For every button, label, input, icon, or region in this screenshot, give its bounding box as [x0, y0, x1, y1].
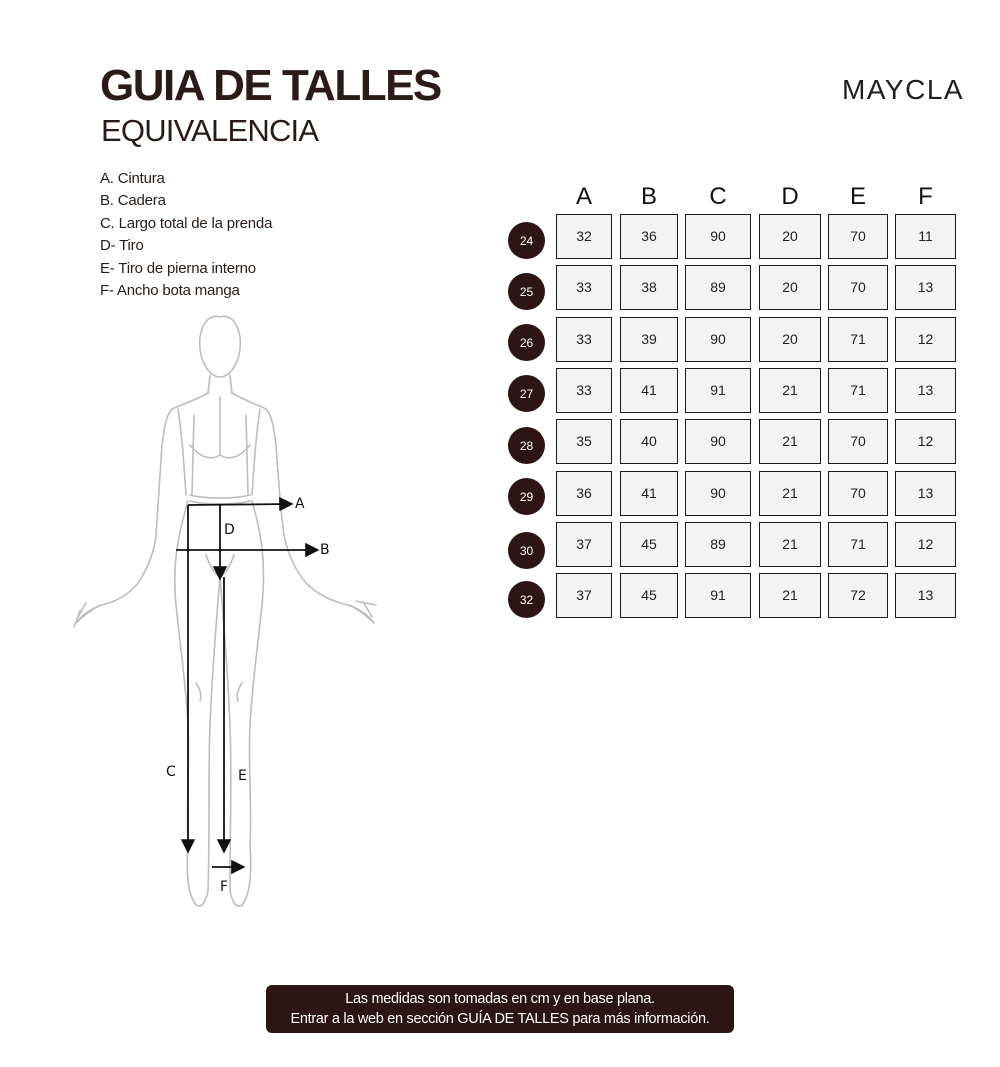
table-cell: 21 — [759, 522, 821, 567]
table-cell: 36 — [620, 214, 678, 259]
table-cell: 90 — [685, 471, 751, 516]
table-cell: 90 — [685, 214, 751, 259]
table-cell: 40 — [620, 419, 678, 464]
column-header-b: B — [640, 183, 657, 210]
legend-item-c: C. Largo total de la prenda — [100, 214, 273, 232]
table-cell: 13 — [895, 573, 956, 618]
brand-logo: MAYCLA — [842, 74, 965, 105]
table-cell: 41 — [620, 471, 678, 516]
size-badge: 27 — [508, 375, 545, 412]
figure-label-c: C — [166, 764, 176, 780]
table-cell: 45 — [620, 522, 678, 567]
page-title: GUIA DE TALLES — [100, 61, 441, 110]
table-cell: 37 — [556, 522, 612, 567]
legend-item-a: A. Cintura — [100, 170, 165, 187]
column-header-c: C — [709, 183, 727, 210]
table-cell: 21 — [759, 419, 821, 464]
table-cell: 70 — [828, 214, 888, 259]
legend-item-e: E- Tiro de pierna interno — [100, 259, 256, 277]
table-cell: 20 — [759, 214, 821, 259]
table-cell: 35 — [556, 419, 612, 464]
table-cell: 21 — [759, 471, 821, 516]
figure-label-f: F — [220, 879, 229, 895]
measurement-notice — [266, 985, 734, 1033]
table-cell: 70 — [828, 471, 888, 516]
table-cell: 12 — [895, 317, 956, 362]
measurement-legend — [100, 168, 272, 302]
figure-label-d: D — [224, 522, 235, 538]
notice-line-1: Las medidas son tomadas en cm y en base plana. — [345, 991, 655, 1007]
table-cell: 37 — [556, 573, 612, 618]
table-cell: 12 — [895, 419, 956, 464]
table-cell: 71 — [828, 368, 888, 413]
legend-item-b: B. Cadera — [100, 192, 166, 210]
page-subtitle: EQUIVALENCIA — [101, 113, 319, 148]
size-badge: 32 — [508, 581, 545, 618]
table-cell: 71 — [828, 317, 888, 362]
table-cell: 90 — [685, 317, 751, 362]
figure-label-a: A — [295, 496, 305, 512]
legend-item-d: D- Tiro — [100, 237, 144, 255]
table-cell: 38 — [620, 265, 678, 310]
table-cell: 70 — [828, 265, 888, 310]
table-cell: 11 — [895, 214, 956, 259]
table-cell: 33 — [556, 368, 612, 413]
figure-label-e: E — [238, 768, 247, 784]
table-cell: 21 — [759, 573, 821, 618]
notice-line-2: Entrar a la web en sección GUÍA DE TALLES para más información. — [290, 1011, 710, 1027]
size-badge: 29 — [508, 478, 545, 515]
table-cell: 32 — [556, 214, 612, 259]
table-cell: 39 — [620, 317, 678, 362]
size-badge: 24 — [508, 222, 545, 259]
column-header-e: E — [849, 183, 866, 210]
size-badge: 30 — [508, 532, 545, 569]
table-cell: 91 — [685, 368, 751, 413]
table-cell: 20 — [759, 317, 821, 362]
mannequin-outline-icon — [74, 316, 376, 906]
legend-item-f: F- Ancho bota manga — [100, 281, 240, 299]
table-cell: 13 — [895, 368, 956, 413]
body-measurement-figure — [60, 305, 400, 915]
table-cell: 21 — [759, 368, 821, 413]
column-header-f: F — [918, 183, 933, 210]
table-cell: 45 — [620, 573, 678, 618]
size-badge: 26 — [508, 324, 545, 361]
table-cell: 70 — [828, 419, 888, 464]
table-cell: 13 — [895, 471, 956, 516]
table-cell: 71 — [828, 522, 888, 567]
table-cell: 90 — [685, 419, 751, 464]
table-cell: 72 — [828, 573, 888, 618]
table-cell: 33 — [556, 317, 612, 362]
table-cell: 20 — [759, 265, 821, 310]
table-cell: 89 — [685, 265, 751, 310]
table-cell: 13 — [895, 265, 956, 310]
column-header-d: D — [781, 183, 799, 210]
table-cell: 41 — [620, 368, 678, 413]
table-cell: 89 — [685, 522, 751, 567]
table-cell: 36 — [556, 471, 612, 516]
table-cell: 33 — [556, 265, 612, 310]
size-badge: 28 — [508, 427, 545, 464]
size-badge: 25 — [508, 273, 545, 310]
column-header-a: A — [575, 183, 592, 210]
table-cell: 91 — [685, 573, 751, 618]
figure-label-b: B — [320, 542, 330, 558]
table-cell: 12 — [895, 522, 956, 567]
